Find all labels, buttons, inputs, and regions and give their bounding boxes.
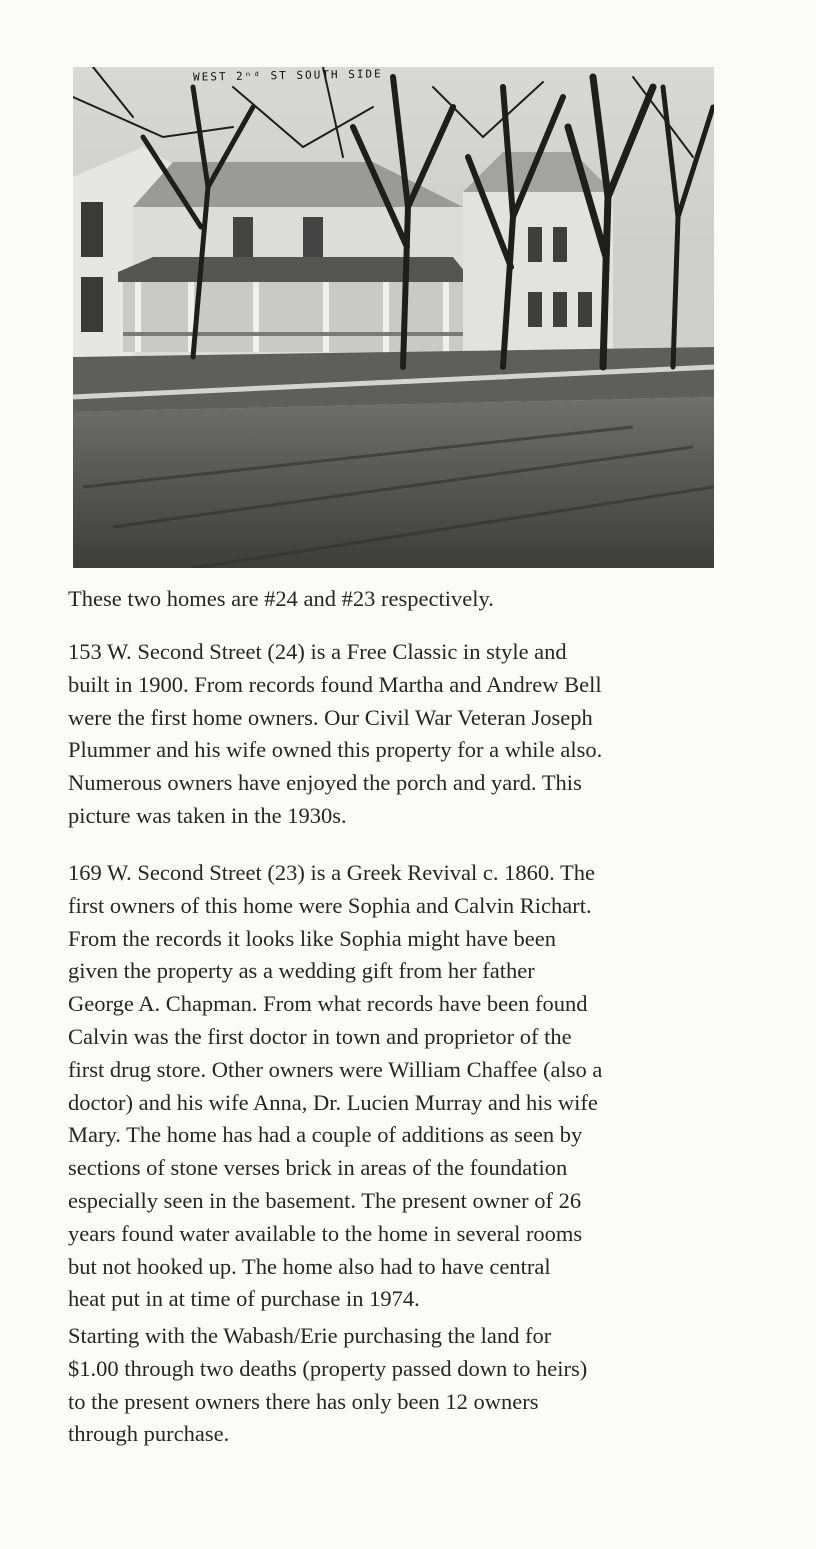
paragraph-153-w-second-street: 153 W. Second Street (24) is a Free Classic in style and built in 1900. From records found Martha and Andrew Bell were the first home owners. Our Civil War Veteran Joseph Plummer and his wife owned this property for a while also. Numerous owners have enjoyed the porch and yard. This picture was taken in the 1930s. xyxy=(68,639,603,828)
historic-street-photo xyxy=(73,67,714,568)
photo-illustration xyxy=(73,67,714,568)
photo-caption: These two homes are #24 and #23 respectively. xyxy=(68,586,494,611)
paragraph-block-2 xyxy=(68,857,728,1329)
photo-caption-block xyxy=(68,583,728,629)
paragraph-169-w-second-street: 169 W. Second Street (23) is a Greek Revival c. 1860. The first owners of this home were Sophia and Calvin Richart. From the records it looks like Sophia might have been given the property as a wedding gift from her father George A. Chapman. From what records have been found Calvin was the first doctor in town and proprietor of the first drug store. Other owners were William Chaffee (also a doctor) and his wife Anna, Dr. Lucien Murray and his wife Mary. The home has had a couple of additions as seen by sections of stone verses brick in areas of the foundation especially seen in the basement. The present owner of 26 years found water available to the home in several rooms but not hooked up. The home also had to have central heat put in at time of purchase in 1974. xyxy=(68,860,603,1312)
paragraph-block-3 xyxy=(68,1320,728,1464)
handwritten-photo-label: WEST 2ⁿᵈ ST SOUTH SIDE xyxy=(192,67,383,84)
paragraph-block-1 xyxy=(68,636,728,846)
paragraph-ownership-history: Starting with the Wabash/Erie purchasing the land for $1.00 through two deaths (property passed down to heirs) to the present owners there has only been 12 owners through purchase. xyxy=(68,1323,588,1447)
